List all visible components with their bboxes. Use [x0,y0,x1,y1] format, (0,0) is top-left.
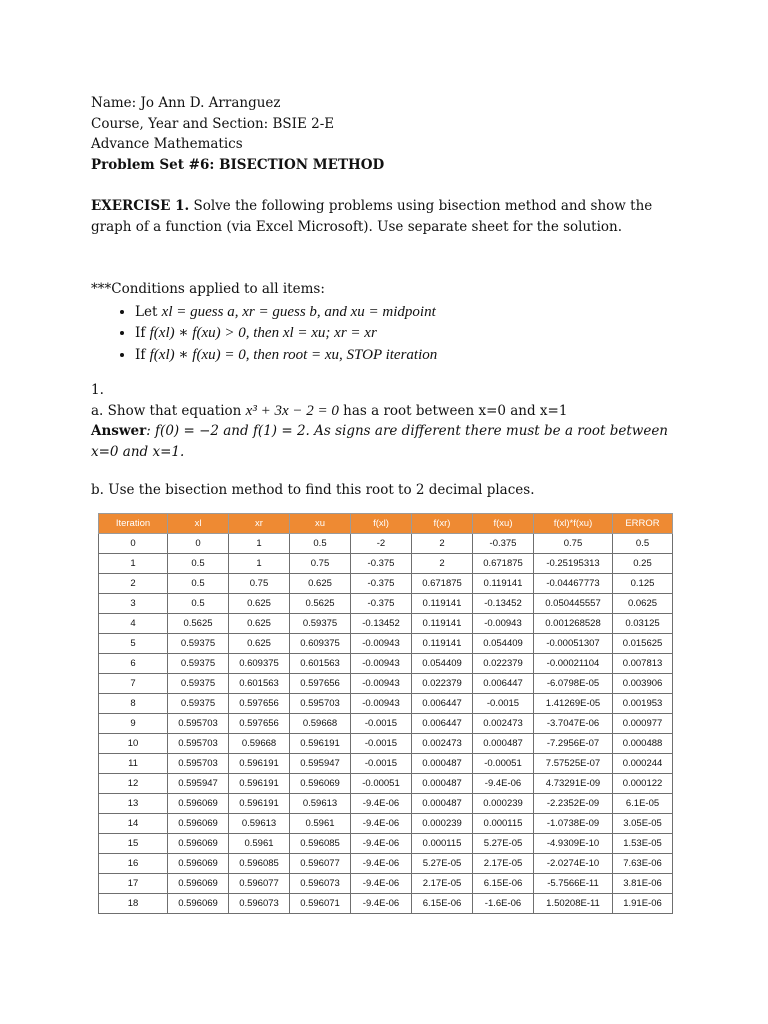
table-cell: -9.4E-06 [351,894,412,914]
table-cell: 1.41269E-05 [534,694,613,714]
table-cell: 0.59375 [168,654,229,674]
table-row [99,874,673,894]
table-cell: -0.00021104 [534,654,613,674]
table-cell: 5.27E-05 [473,834,534,854]
table-cell: 0.595703 [168,734,229,754]
table-cell: 1 [229,534,290,554]
exercise-instructions [91,196,683,237]
problem-set-title: Problem Set #6: BISECTION METHOD [91,156,385,173]
col-header-xr: xr [229,514,290,534]
table-row [99,794,673,814]
condition-item: • Let xl = guess a, xr = guess b, and xu = midpoint [135,302,691,324]
table-cell: -2.0274E-10 [534,854,613,874]
table-cell: -2.2352E-09 [534,794,613,814]
table-cell: -0.00943 [351,634,412,654]
table-cell: -9.4E-06 [473,774,534,794]
table-cell: 0.022379 [412,674,473,694]
table-cell: 0.596085 [229,854,290,874]
table-cell: 0.596069 [168,834,229,854]
table-cell: 0.625 [229,614,290,634]
table-cell: 0.006447 [473,674,534,694]
table-cell: 0.002473 [412,734,473,754]
table-cell: 5 [99,634,168,654]
answer-text: : f(0) = −2 and f(1) = 2. As signs are different there must be a root between x=0 and x=1. [91,423,668,460]
table-cell: 0.601563 [290,654,351,674]
table-cell: 0.000239 [412,814,473,834]
table-cell: -0.375 [351,554,412,574]
table-cell: 7.57525E-07 [534,754,613,774]
condition-item: • If f(xl) ∗ f(xu) > 0, then xl = xu; xr = xr [135,323,691,345]
table-cell: 0.125 [613,574,673,594]
table-cell: 0.597656 [229,694,290,714]
table-cell: 11 [99,754,168,774]
table-cell: 0.59668 [229,734,290,754]
table-cell: 1.53E-05 [613,834,673,854]
table-cell: 1 [229,554,290,574]
table-cell: -2 [351,534,412,554]
exercise-label: EXERCISE 1. [91,198,190,214]
table-row [99,714,673,734]
table-cell: 0.596071 [290,894,351,914]
col-header-fxl: f(xl) [351,514,412,534]
table-cell: 0.596073 [290,874,351,894]
table-cell: 0.609375 [290,634,351,654]
table-cell: 0.000487 [412,774,473,794]
table-cell: 0.596191 [229,794,290,814]
table-cell: 0.596069 [168,794,229,814]
table-cell: 6.15E-06 [473,874,534,894]
table-row [99,814,673,834]
col-header-xl: xl [168,514,229,534]
table-cell: 1.50208E-11 [534,894,613,914]
table-cell: 0.59613 [229,814,290,834]
table-cell: 0.59668 [290,714,351,734]
table-cell: 0.5625 [290,594,351,614]
table-cell: 0.596069 [168,814,229,834]
conditions-title: ***Conditions applied to all items: [91,281,325,297]
table-cell: -7.2956E-07 [534,734,613,754]
table-cell: 0.054409 [473,634,534,654]
table-cell: 0.596085 [290,834,351,854]
condition-item: • If f(xl) ∗ f(xu) = 0, then root = xu, STOP iteration [135,345,691,367]
col-header-xu: xu [290,514,351,534]
table-cell: 2 [412,554,473,574]
table-cell: -1.0738E-09 [534,814,613,834]
table-row [99,894,673,914]
table-cell: -0.00943 [473,614,534,634]
table-row [99,634,673,654]
table-cell: -9.4E-06 [351,814,412,834]
table-cell: 16 [99,854,168,874]
table-cell: -0.13452 [473,594,534,614]
table-cell: 6.15E-06 [412,894,473,914]
table-cell: 0.5 [168,594,229,614]
table-cell: 3.81E-06 [613,874,673,894]
table-cell: 4 [99,614,168,634]
table-cell: 0.671875 [412,574,473,594]
table-cell: 0.595703 [290,694,351,714]
table-cell: 0.601563 [229,674,290,694]
part-a-question: a. Show that equation x³ + 3x − 2 = 0 has a root between x=0 and x=1 [91,402,568,419]
table-cell: 0.596073 [229,894,290,914]
table-cell: -0.04467773 [534,574,613,594]
table-cell: -0.25195313 [534,554,613,574]
table-cell: -0.0015 [473,694,534,714]
table-cell: -9.4E-06 [351,874,412,894]
table-cell: 0.119141 [412,594,473,614]
table-cell: 0.595703 [168,754,229,774]
table-row [99,594,673,614]
table-cell: 8 [99,694,168,714]
table-cell: 0.000239 [473,794,534,814]
col-header-fxr: f(xr) [412,514,473,534]
table-cell: 1.91E-06 [613,894,673,914]
table-cell: -9.4E-06 [351,854,412,874]
table-cell: -1.6E-06 [473,894,534,914]
table-cell: 0.5961 [290,814,351,834]
table-cell: 0.000122 [613,774,673,794]
table-cell: -9.4E-06 [351,794,412,814]
table-cell: -4.9309E-10 [534,834,613,854]
table-cell: 13 [99,794,168,814]
part-a-answer [91,421,683,462]
table-cell: 6 [99,654,168,674]
table-cell: 2.17E-05 [412,874,473,894]
table-cell: 0.001953 [613,694,673,714]
table-cell: 0.022379 [473,654,534,674]
table-cell: 0.625 [229,634,290,654]
bisection-table [98,513,673,914]
table-cell: 0.59375 [290,614,351,634]
table-cell: 0.006447 [412,714,473,734]
table-header-row [99,514,673,534]
table-cell: -0.0015 [351,754,412,774]
table-cell: 0.59375 [168,674,229,694]
table-cell: 0 [168,534,229,554]
table-cell: 2.17E-05 [473,854,534,874]
table-cell: 0.119141 [412,614,473,634]
table-cell: -0.375 [473,534,534,554]
table-cell: 0.625 [229,594,290,614]
table-row [99,674,673,694]
table-cell: 12 [99,774,168,794]
table-cell: 0.054409 [412,654,473,674]
table-cell: 0.59375 [168,694,229,714]
table-cell: 0.596077 [290,854,351,874]
table-cell: 4.73291E-09 [534,774,613,794]
table-cell: -9.4E-06 [351,834,412,854]
table-cell: 0.5 [613,534,673,554]
table-row [99,694,673,714]
table-cell: -5.7566E-11 [534,874,613,894]
table-cell: 3.05E-05 [613,814,673,834]
table-cell: -0.00051307 [534,634,613,654]
table-cell: 14 [99,814,168,834]
table-cell: 0.5 [168,554,229,574]
table-cell: 0.75 [290,554,351,574]
table-row [99,554,673,574]
table-cell: 0.001268528 [534,614,613,634]
table-cell: 2 [412,534,473,554]
table-cell: 0.5961 [229,834,290,854]
table-cell: 0.000488 [613,734,673,754]
table-cell: -3.7047E-06 [534,714,613,734]
table-cell: 0.015625 [613,634,673,654]
col-header-error: ERROR [613,514,673,534]
table-cell: -0.375 [351,594,412,614]
table-cell: 0.006447 [412,694,473,714]
table-cell: 0 [99,534,168,554]
table-cell: 0.25 [613,554,673,574]
table-cell: 0.003906 [613,674,673,694]
table-cell: 0.119141 [473,574,534,594]
table-cell: 7 [99,674,168,694]
table-cell: 0.595947 [168,774,229,794]
part-b-question: b. Use the bisection method to find this root to 2 decimal places. [91,482,535,498]
table-cell: 0.000115 [412,834,473,854]
table-row [99,754,673,774]
problem-number: 1. [91,382,104,398]
table-cell: 0.007813 [613,654,673,674]
table-row [99,734,673,754]
col-header-fxu: f(xu) [473,514,534,534]
table-cell: 0.03125 [613,614,673,634]
table-cell: -0.00943 [351,674,412,694]
table-cell: 5.27E-05 [412,854,473,874]
table-cell: 6.1E-05 [613,794,673,814]
table-cell: 0.597656 [290,674,351,694]
table-cell: -0.0015 [351,734,412,754]
table-cell: -0.00051 [473,754,534,774]
table-cell: 0.000487 [412,794,473,814]
document-body [91,93,691,501]
table-cell: 15 [99,834,168,854]
table-cell: 0.0625 [613,594,673,614]
table-body [99,534,673,914]
table-cell: -0.0015 [351,714,412,734]
table-cell: 0.050445557 [534,594,613,614]
table-cell: -0.13452 [351,614,412,634]
table-cell: 0.595947 [290,754,351,774]
table-cell: 0.609375 [229,654,290,674]
table-row [99,534,673,554]
table-cell: 7.63E-06 [613,854,673,874]
answer-label: Answer [91,423,147,439]
table-cell: 0.5 [290,534,351,554]
table-cell: 9 [99,714,168,734]
col-header-iteration: Iteration [99,514,168,534]
table-row [99,574,673,594]
table-cell: 0.000244 [613,754,673,774]
table-cell: 0.000487 [412,754,473,774]
table-cell: 0.596077 [229,874,290,894]
conditions-list [91,302,691,367]
table-row [99,854,673,874]
table-cell: -6.0798E-05 [534,674,613,694]
table-cell: 0.59613 [290,794,351,814]
table-row [99,614,673,634]
table-cell: 2 [99,574,168,594]
table-cell: 0.002473 [473,714,534,734]
table-cell: 0.119141 [412,634,473,654]
table-cell: 10 [99,734,168,754]
subject: Advance Mathematics [91,136,243,152]
table-row [99,654,673,674]
student-name: Name: Jo Ann D. Arranguez [91,95,281,111]
table-cell: 18 [99,894,168,914]
table-cell: 0.75 [534,534,613,554]
table-row [99,834,673,854]
table-cell: 0.000487 [473,734,534,754]
table-cell: 0.596191 [229,774,290,794]
table-cell: 0.000977 [613,714,673,734]
course-section: Course, Year and Section: BSIE 2-E [91,115,335,132]
table-cell: 0.596069 [290,774,351,794]
table-cell: 0.596069 [168,854,229,874]
table-cell: 0.625 [290,574,351,594]
table-cell: 0.596069 [168,894,229,914]
table-cell: 0.595703 [168,714,229,734]
table-row [99,774,673,794]
table-cell: 17 [99,874,168,894]
table-cell: 0.5 [168,574,229,594]
exercise-text: Solve the following problems using bisection method and show the graph of a function (via Excel Microsoft). Use separate sheet for the solution. [91,198,653,235]
table-cell: 0.597656 [229,714,290,734]
table-cell: 0.596191 [229,754,290,774]
table-cell: 0.000115 [473,814,534,834]
table-cell: -0.375 [351,574,412,594]
table-cell: 3 [99,594,168,614]
table-cell: 0.596191 [290,734,351,754]
col-header-product: f(xl)*f(xu) [534,514,613,534]
table-cell: 0.59375 [168,634,229,654]
table-cell: 0.75 [229,574,290,594]
table-cell: 1 [99,554,168,574]
table-cell: -0.00051 [351,774,412,794]
table-cell: 0.596069 [168,874,229,894]
table-cell: -0.00943 [351,694,412,714]
table-cell: -0.00943 [351,654,412,674]
table-cell: 0.5625 [168,614,229,634]
table-cell: 0.671875 [473,554,534,574]
